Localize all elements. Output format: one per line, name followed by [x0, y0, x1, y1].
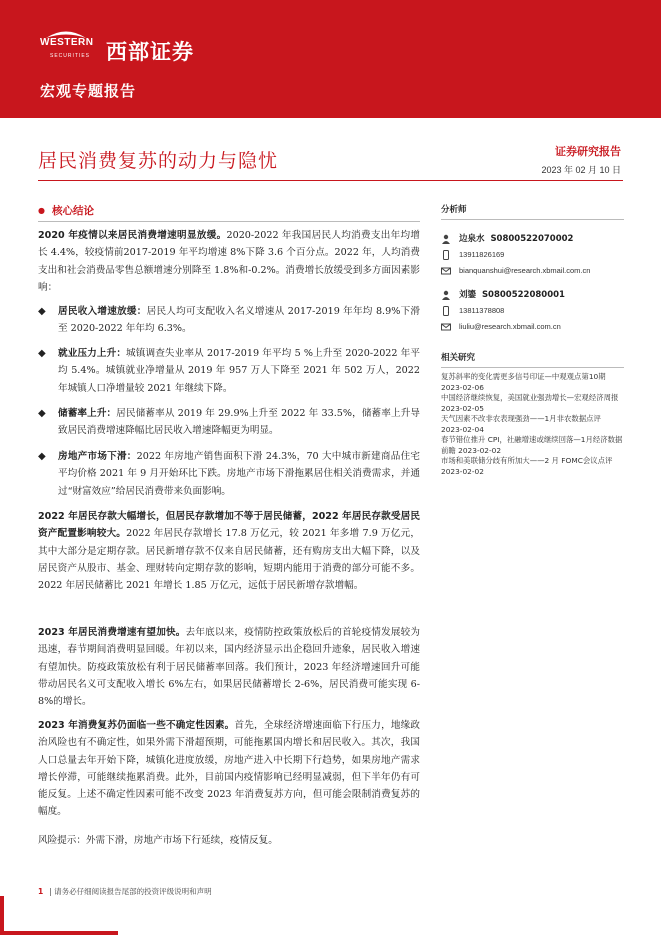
- phone-icon: [441, 306, 451, 316]
- paragraph-text: 2022 年居民存款增长 17.8 万亿元，较 2021 年多增 7.9 万亿元，其中大部分是定期存款。居民新增存款不仅来自居民储蓄，还有购房支出大幅下降，以及居民资产从股市、基金、理财转向定期存款的影响，短期内能用于消费的部分可能不多。2022 年居民储蓄比 2021 年增长 1.85 万亿元，远低于居民新增存款增幅。: [38, 528, 421, 592]
- analyst-card: [441, 232, 624, 282]
- bullet-dot-icon: ●: [38, 206, 45, 215]
- bullet-dot-icon: ◆: [38, 408, 46, 419]
- core-conclusion-header: [38, 200, 420, 222]
- page-number: 1: [38, 887, 44, 896]
- paragraph-consumption-slowdown: [38, 227, 420, 296]
- bullet-text: 2022 年房地产销售面积下滑 24.3%，70 大中城市新建商品住宅平均价格 2021 年 9 月开始环比下跌。房地产市场下滑拖累居住相关消费需求，并通过“财富效应”给居民消费带来负面影响。: [58, 451, 421, 497]
- logo-text: WESTERN: [40, 37, 94, 48]
- related-research-list: [441, 372, 624, 477]
- risk-warning: 风险提示：外需下滑，房地产市场下行延续，疫情反复。: [38, 835, 278, 846]
- bullet-lead: 就业压力上升：: [58, 348, 127, 359]
- analyst-phone: 13811378808: [459, 306, 505, 315]
- logo-mark: [40, 37, 102, 65]
- bullet-lead: 房地产市场下滑：: [58, 451, 137, 462]
- bullet-savings: [38, 405, 420, 440]
- paragraph-lead: 2022 年居民存款大幅增长，但居民存款增加不等于居民储蓄，2022 年居民存款受居民资产配置影响较大。: [38, 511, 420, 540]
- paragraph-outlook: [38, 624, 420, 710]
- analyst-name: 边泉水 S0800522070002: [459, 234, 574, 244]
- paragraph-text: 2020-2022 年我国居民人均消费支出年均增长 4.4%，较疫情前2017-2019 年平均增速 8%下降 3.6 个百分点。2022 年，人均消费支出和社会消费品零售总额增速分别降至 1.8%和-0.2%。消费增长放缓受到多方面因素影响：: [38, 230, 421, 293]
- related-research-item[interactable]: 中国经济继续恢复，美国就业强劲增长—宏观经济周报 2023-02-05: [441, 393, 619, 413]
- corner-accent: [0, 931, 118, 935]
- related-research-item[interactable]: 春节错位推升 CPI，社融增速或继续回落—1月经济数据前瞻 2023-02-02: [441, 435, 623, 455]
- company-name: 西部证券: [106, 40, 194, 64]
- bullet-text: 居民储蓄率从 2019 年 29.9%上升至 2022 年 33.5%，储蓄率上升导致居民消费增速降幅比居民收入增速降幅更为明显。: [58, 408, 420, 437]
- title-divider: [38, 180, 623, 181]
- bullet-dot-icon: ◆: [38, 348, 46, 359]
- footer-sep: |: [49, 887, 55, 896]
- core-conclusion-label: 核心结论: [52, 205, 94, 217]
- paragraph-deposits: [38, 508, 420, 594]
- person-icon: [441, 290, 451, 300]
- email-icon: [441, 266, 451, 276]
- logo-sub: SECURITIES: [50, 53, 91, 59]
- related-research-item[interactable]: 市场和美联储分歧有所加大——2 月 FOMC会议点评 2023-02-02: [441, 456, 613, 476]
- bullet-dot-icon: ◆: [38, 451, 46, 462]
- email-icon: [441, 322, 451, 332]
- paragraph-lead: 2023 年消费复苏仍面临一些不确定性因素。: [38, 720, 235, 731]
- paragraph-uncertainty: [38, 717, 420, 821]
- bullet-lead: 居民收入增速放缓：: [58, 306, 147, 317]
- related-research-header: 相关研究: [441, 348, 624, 368]
- person-icon: [441, 234, 451, 244]
- bullet-employment: [38, 345, 420, 397]
- header-band: [0, 0, 661, 118]
- phone-icon: [441, 250, 451, 260]
- report-type: 证券研究报告: [555, 145, 621, 158]
- sidebar: [441, 200, 624, 477]
- analyst-name: 刘鎏 S0800522080001: [459, 290, 565, 300]
- bullet-text: 居民人均可支配收入名义增速从 2017-2019 年年均 8.9%下滑至 2020-2022 年年均 6.3%。: [58, 306, 421, 335]
- paragraph-text: 去年底以来，疫情防控政策放松后的首轮疫情发展较为迅速，春节期间消费明显回暖。年初以来，国内经济显示出企稳回升迹象，居民收入增速有望加快。防疫政策放松有利于居民储蓄率回落。我们预计，2023 年经济增速回升可能带动居民名义可支配收入增长 6%左右，如果居民储蓄增长 2-6%，居民消费可能实现 6-8%的增长。: [38, 627, 420, 708]
- analyst-phone: 13911826169: [459, 250, 505, 259]
- report-title: 居民消费复苏的动力与隐忧: [38, 150, 279, 172]
- bullet-text: 城镇调查失业率从 2017-2019 年平均 5 %上升至 2020-2022 年平均 5.4%。城镇就业净增量从 2019 年 957 万人下降至 2021 年 502 万人，2022 年城镇人口净增量较 2021 年继续下降。: [58, 348, 420, 394]
- paragraph-lead: 2023 年居民消费增速有望加快。: [38, 627, 186, 638]
- paragraph-text: 首先，全球经济增速面临下行压力，地缘政治风险也有不确定性，如果外需下滑超预期，可能拖累国内增长和居民收入。其次，我国人口总量去年开始下降，城镇化进度放缓，房地产进入中长期下行趋势，如果房地产需求增长停滞，可能继续拖累消费。此外，目前国内疫情影响已经明显减弱，但下半年仍有可能反复。上述不确定性因素可能不改变 2023 年消费复苏方向，但可能会限制消费复苏的幅度。: [38, 720, 421, 818]
- report-date: 2023 年 02 月 10 日: [541, 165, 621, 175]
- company-logo: [40, 36, 194, 66]
- bullet-dot-icon: ◆: [38, 306, 46, 317]
- related-research-item[interactable]: 天气因素不改非农表现强劲——1月非农数据点评 2023-02-04: [441, 414, 601, 434]
- analyst-card: [441, 288, 624, 340]
- analyst-email: bianquanshui@research.xbmail.com.cn: [459, 266, 591, 275]
- bullet-real-estate: [38, 448, 420, 500]
- analyst-email: liuliu@research.xbmail.com.cn: [459, 322, 561, 331]
- bullet-lead: 储蓄率上升：: [58, 408, 117, 419]
- analysts-header: 分析师: [441, 200, 624, 220]
- paragraph-lead: 2020 年疫情以来居民消费增速明显放缓。: [38, 230, 227, 241]
- corner-accent: [0, 896, 4, 935]
- report-category: 宏观专题报告: [40, 82, 137, 100]
- bullet-income: [38, 303, 420, 338]
- page-footer: [38, 886, 212, 897]
- related-research-item[interactable]: 复苏斜率的变化需更多信号印证—中观观点第10期 2023-02-06: [441, 372, 606, 392]
- footer-disclaimer: 请务必仔细阅读报告尾部的投资评级说明和声明: [54, 887, 212, 896]
